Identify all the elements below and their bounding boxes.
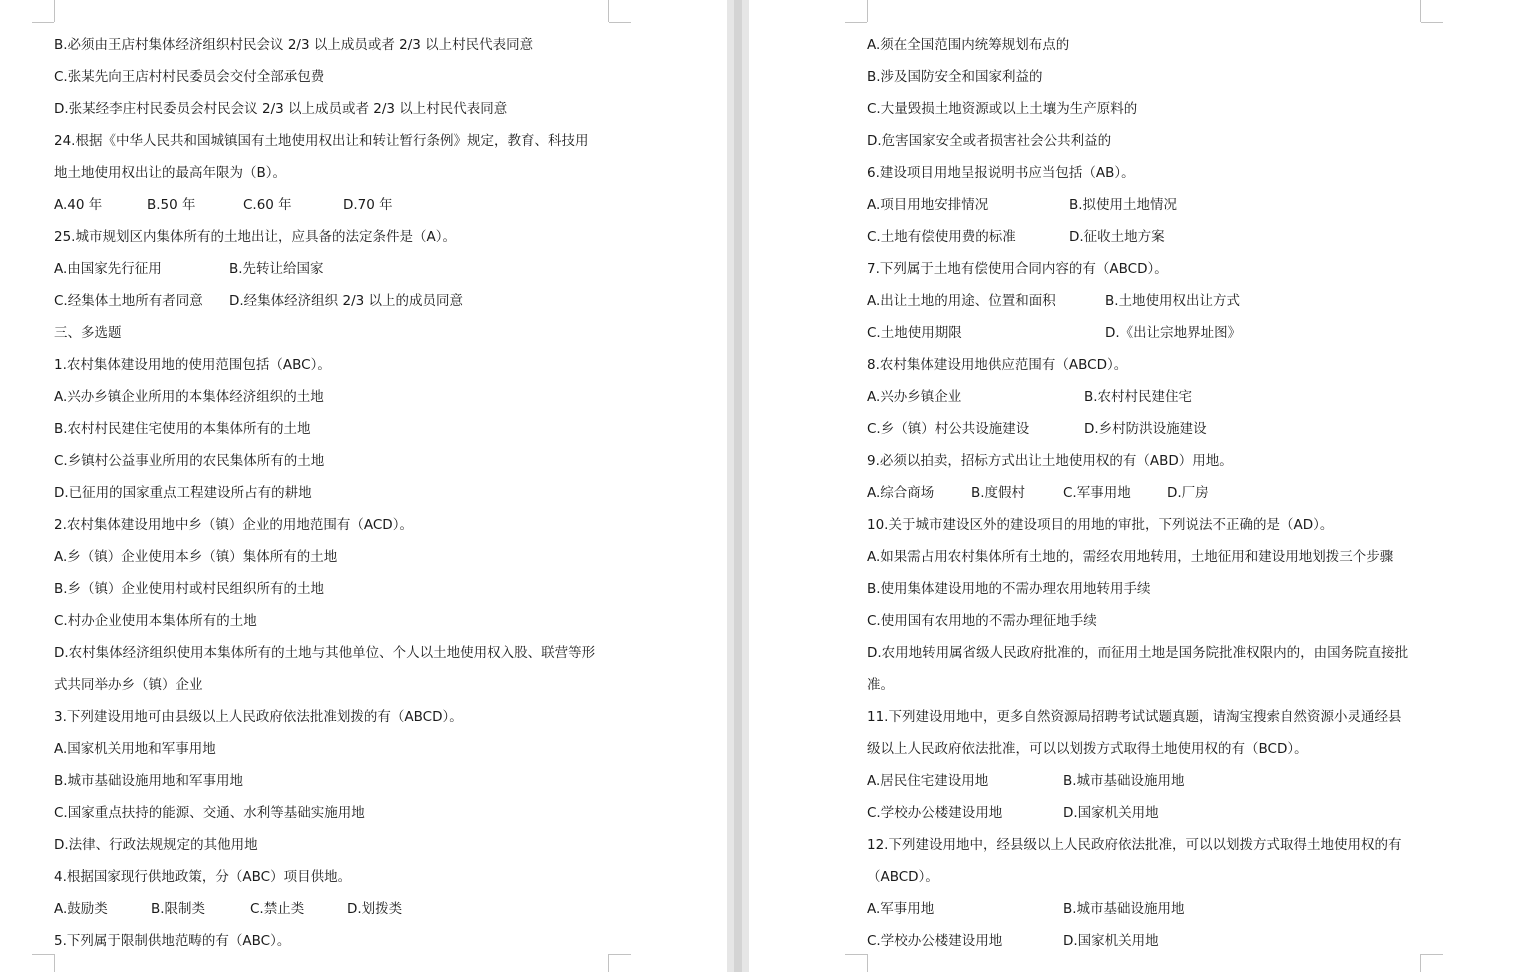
line-text: 24.根据《中华人民共和国城镇国有土地使用权出让和转让暂行条例》规定，教育、科技用 <box>54 133 589 149</box>
line-text: 式共同举办乡（镇）企业 <box>54 677 203 693</box>
crop-mark <box>32 954 54 955</box>
line-text: A.国家机关用地和军事用地 <box>54 741 216 757</box>
text-line <box>867 381 1408 413</box>
line-text: B.涉及国防安全和国家利益的 <box>867 69 1043 85</box>
option-text: D.经集体经济组织 2/3 以上的成员同意 <box>229 293 463 309</box>
option-text: B.50 年 <box>147 197 196 213</box>
line-text: 9.必须以拍卖，招标方式出让土地使用权的有（ABD）用地。 <box>867 453 1233 469</box>
line-text: 5.下列属于限制供地范畴的有（ABC）。 <box>54 933 291 949</box>
text-line <box>867 637 1408 669</box>
line-text: 准。 <box>867 677 894 693</box>
text-line <box>54 93 595 125</box>
option-text: B.度假村 <box>971 485 1026 501</box>
text-line <box>54 573 595 605</box>
line-text: 级以上人民政府依法批准，可以以划拨方式取得土地使用权的有（BCD）。 <box>867 741 1308 757</box>
text-column <box>54 29 595 957</box>
text-line <box>54 637 595 669</box>
option-text: C.乡（镇）村公共设施建设 <box>867 421 1030 437</box>
line-text: C.村办企业使用本集体所有的土地 <box>54 613 257 629</box>
text-line <box>867 573 1408 605</box>
line-text: 3.下列建设用地可由县级以上人民政府依法批准划拨的有（ABCD）。 <box>54 709 463 725</box>
text-line <box>54 861 595 893</box>
text-line <box>54 381 595 413</box>
line-text: 10.关于城市建设区外的建设项目的用地的审批，下列说法不正确的是（AD）。 <box>867 517 1334 533</box>
text-line <box>867 445 1408 477</box>
crop-mark <box>54 0 55 22</box>
line-text: B.城市基础设施用地和军事用地 <box>54 773 244 789</box>
line-text: D.已征用的国家重点工程建设所占有的耕地 <box>54 485 312 501</box>
line-text: D.危害国家安全或者损害社会公共利益的 <box>867 133 1112 149</box>
line-text: 2.农村集体建设用地中乡（镇）企业的用地范围有（ACD）。 <box>54 517 413 533</box>
text-line <box>54 605 595 637</box>
line-text: C.乡镇村公益事业所用的农民集体所有的土地 <box>54 453 325 469</box>
crop-mark <box>609 22 631 23</box>
option-text: A.鼓励类 <box>54 901 108 917</box>
crop-mark <box>867 0 868 22</box>
crop-mark <box>1420 0 1421 22</box>
text-line <box>54 445 595 477</box>
text-line <box>867 893 1408 925</box>
text-line <box>867 925 1408 957</box>
text-line <box>867 317 1408 349</box>
crop-mark <box>609 954 631 955</box>
text-line <box>54 189 595 221</box>
option-text: A.出让土地的用途、位置和面积 <box>867 293 1056 309</box>
text-line <box>867 413 1408 445</box>
text-line <box>867 349 1408 381</box>
text-line <box>867 157 1408 189</box>
text-line <box>54 125 595 157</box>
line-text: 7.下列属于土地有偿使用合同内容的有（ABCD）。 <box>867 261 1168 277</box>
line-text: D.张某经李庄村民委员会村民会议 2/3 以上成员或者 2/3 以上村民代表同意 <box>54 101 508 117</box>
text-line <box>867 861 1408 893</box>
line-text: A.如果需占用农村集体所有土地的，需经农用地转用，土地征用和建设用地划拨三个步骤 <box>867 549 1394 565</box>
option-text: D.厂房 <box>1167 485 1209 501</box>
option-text: A.项目用地安排情况 <box>867 197 989 213</box>
line-text: B.农村村民建住宅使用的本集体所有的土地 <box>54 421 311 437</box>
text-line <box>867 93 1408 125</box>
line-text: D.法律、行政法规规定的其他用地 <box>54 837 258 853</box>
crop-mark <box>1421 954 1443 955</box>
option-text: C.60 年 <box>243 197 292 213</box>
line-text: A.乡（镇）企业使用本乡（镇）集体所有的土地 <box>54 549 338 565</box>
text-line <box>867 765 1408 797</box>
text-line <box>54 29 595 61</box>
text-line <box>54 701 595 733</box>
option-text: D.国家机关用地 <box>1063 933 1159 949</box>
option-text: D.国家机关用地 <box>1063 805 1159 821</box>
option-text: A.居民住宅建设用地 <box>867 773 989 789</box>
crop-mark <box>32 22 54 23</box>
line-text: 三、多选题 <box>54 325 122 341</box>
text-line <box>54 765 595 797</box>
line-text: D.农村集体经济组织使用本集体所有的土地与其他单位、个人以土地使用权入股、联营等形 <box>54 645 596 661</box>
option-text: B.城市基础设施用地 <box>1063 773 1185 789</box>
line-text: C.使用国有农用地的不需办理征地手续 <box>867 613 1097 629</box>
option-text: C.军事用地 <box>1063 485 1131 501</box>
text-line <box>867 797 1408 829</box>
line-text: 8.农村集体建设用地供应范围有（ABCD）。 <box>867 357 1128 373</box>
text-line <box>54 157 595 189</box>
option-text: B.农村村民建住宅 <box>1084 389 1193 405</box>
crop-mark <box>845 954 867 955</box>
text-line <box>54 669 595 701</box>
text-line <box>867 733 1408 765</box>
option-text: C.学校办公楼建设用地 <box>867 933 1003 949</box>
line-text: 25.城市规划区内集体所有的土地出让，应具备的法定条件是（A）。 <box>54 229 456 245</box>
text-line <box>54 413 595 445</box>
text-line <box>867 477 1408 509</box>
text-line <box>867 253 1408 285</box>
option-text: C.土地使用期限 <box>867 325 962 341</box>
text-line <box>54 285 595 317</box>
text-line <box>54 349 595 381</box>
line-text: D.农用地转用属省级人民政府批准的，而征用土地是国务院批准权限内的，由国务院直接批 <box>867 645 1409 661</box>
text-line <box>867 669 1408 701</box>
line-text: 6.建设项目用地呈报说明书应当包括（AB）。 <box>867 165 1135 181</box>
text-line <box>54 733 595 765</box>
line-text: C.张某先向王店村村民委员会交付全部承包费 <box>54 69 325 85</box>
crop-mark <box>608 954 609 972</box>
line-text: B.乡（镇）企业使用村或村民组织所有的土地 <box>54 581 325 597</box>
option-text: D.乡村防洪设施建设 <box>1084 421 1207 437</box>
text-line <box>54 61 595 93</box>
option-text: A.兴办乡镇企业 <box>867 389 962 405</box>
text-line <box>54 509 595 541</box>
document-page-left <box>0 0 727 972</box>
line-text: （ABCD）。 <box>867 869 939 885</box>
option-text: B.先转让给国家 <box>229 261 324 277</box>
text-line <box>54 317 595 349</box>
line-text: C.国家重点扶持的能源、交通、水利等基础实施用地 <box>54 805 365 821</box>
option-text: B.拟使用土地情况 <box>1069 197 1178 213</box>
line-text: B.使用集体建设用地的不需办理农用地转用手续 <box>867 581 1151 597</box>
text-line <box>867 61 1408 93</box>
option-text: D.划拨类 <box>347 901 403 917</box>
option-text: A.综合商场 <box>867 485 935 501</box>
crop-mark <box>1421 22 1443 23</box>
option-text: A.由国家先行征用 <box>54 261 162 277</box>
option-text: C.经集体土地所有者同意 <box>54 293 203 309</box>
text-line <box>867 605 1408 637</box>
text-line <box>54 797 595 829</box>
document-page-right <box>749 0 1522 972</box>
option-text: B.土地使用权出让方式 <box>1105 293 1241 309</box>
text-line <box>54 893 595 925</box>
text-line <box>867 221 1408 253</box>
text-line <box>867 701 1408 733</box>
option-text: B.城市基础设施用地 <box>1063 901 1185 917</box>
text-line <box>54 477 595 509</box>
line-text: A.兴办乡镇企业所用的本集体经济组织的土地 <box>54 389 324 405</box>
text-line <box>867 285 1408 317</box>
option-text: A.军事用地 <box>867 901 935 917</box>
line-text: 1.农村集体建设用地的使用范围包括（ABC）。 <box>54 357 331 373</box>
option-text: B.限制类 <box>151 901 206 917</box>
option-text: A.40 年 <box>54 197 103 213</box>
vertical-scrollbar[interactable] <box>734 0 742 972</box>
line-text: 12.下列建设用地中，经县级以上人民政府依法批准，可以以划拨方式取得土地使用权的有 <box>867 837 1402 853</box>
text-line <box>54 925 595 957</box>
text-line <box>54 541 595 573</box>
text-line <box>54 221 595 253</box>
text-line <box>54 829 595 861</box>
option-text: C.禁止类 <box>250 901 305 917</box>
text-line <box>867 509 1408 541</box>
option-text: D.征收土地方案 <box>1069 229 1165 245</box>
text-line <box>867 189 1408 221</box>
line-text: C.大量毁损土地资源或以上土壤为生产原料的 <box>867 101 1138 117</box>
option-text: C.土地有偿使用费的标准 <box>867 229 1016 245</box>
text-column <box>867 29 1408 957</box>
text-line <box>54 253 595 285</box>
option-text: D.70 年 <box>343 197 393 213</box>
crop-mark <box>845 22 867 23</box>
text-line <box>867 29 1408 61</box>
text-line <box>867 541 1408 573</box>
text-line <box>867 829 1408 861</box>
line-text: 11.下列建设用地中，更多自然资源局招聘考试试题真题，请淘宝搜索自然资源小灵通经县 <box>867 709 1402 725</box>
line-text: 4.根据国家现行供地政策，分（ABC）项目供地。 <box>54 869 352 885</box>
text-line <box>867 125 1408 157</box>
line-text: A.须在全国范围内统筹规划布点的 <box>867 37 1070 53</box>
line-text: 地土地使用权出让的最高年限为（B）。 <box>54 165 287 181</box>
option-text: D.《出让宗地界址图》 <box>1105 325 1242 341</box>
crop-mark <box>608 0 609 22</box>
option-text: C.学校办公楼建设用地 <box>867 805 1003 821</box>
crop-mark <box>1420 954 1421 972</box>
line-text: B.必须由王店村集体经济组织村民会议 2/3 以上成员或者 2/3 以上村民代表同意 <box>54 37 534 53</box>
